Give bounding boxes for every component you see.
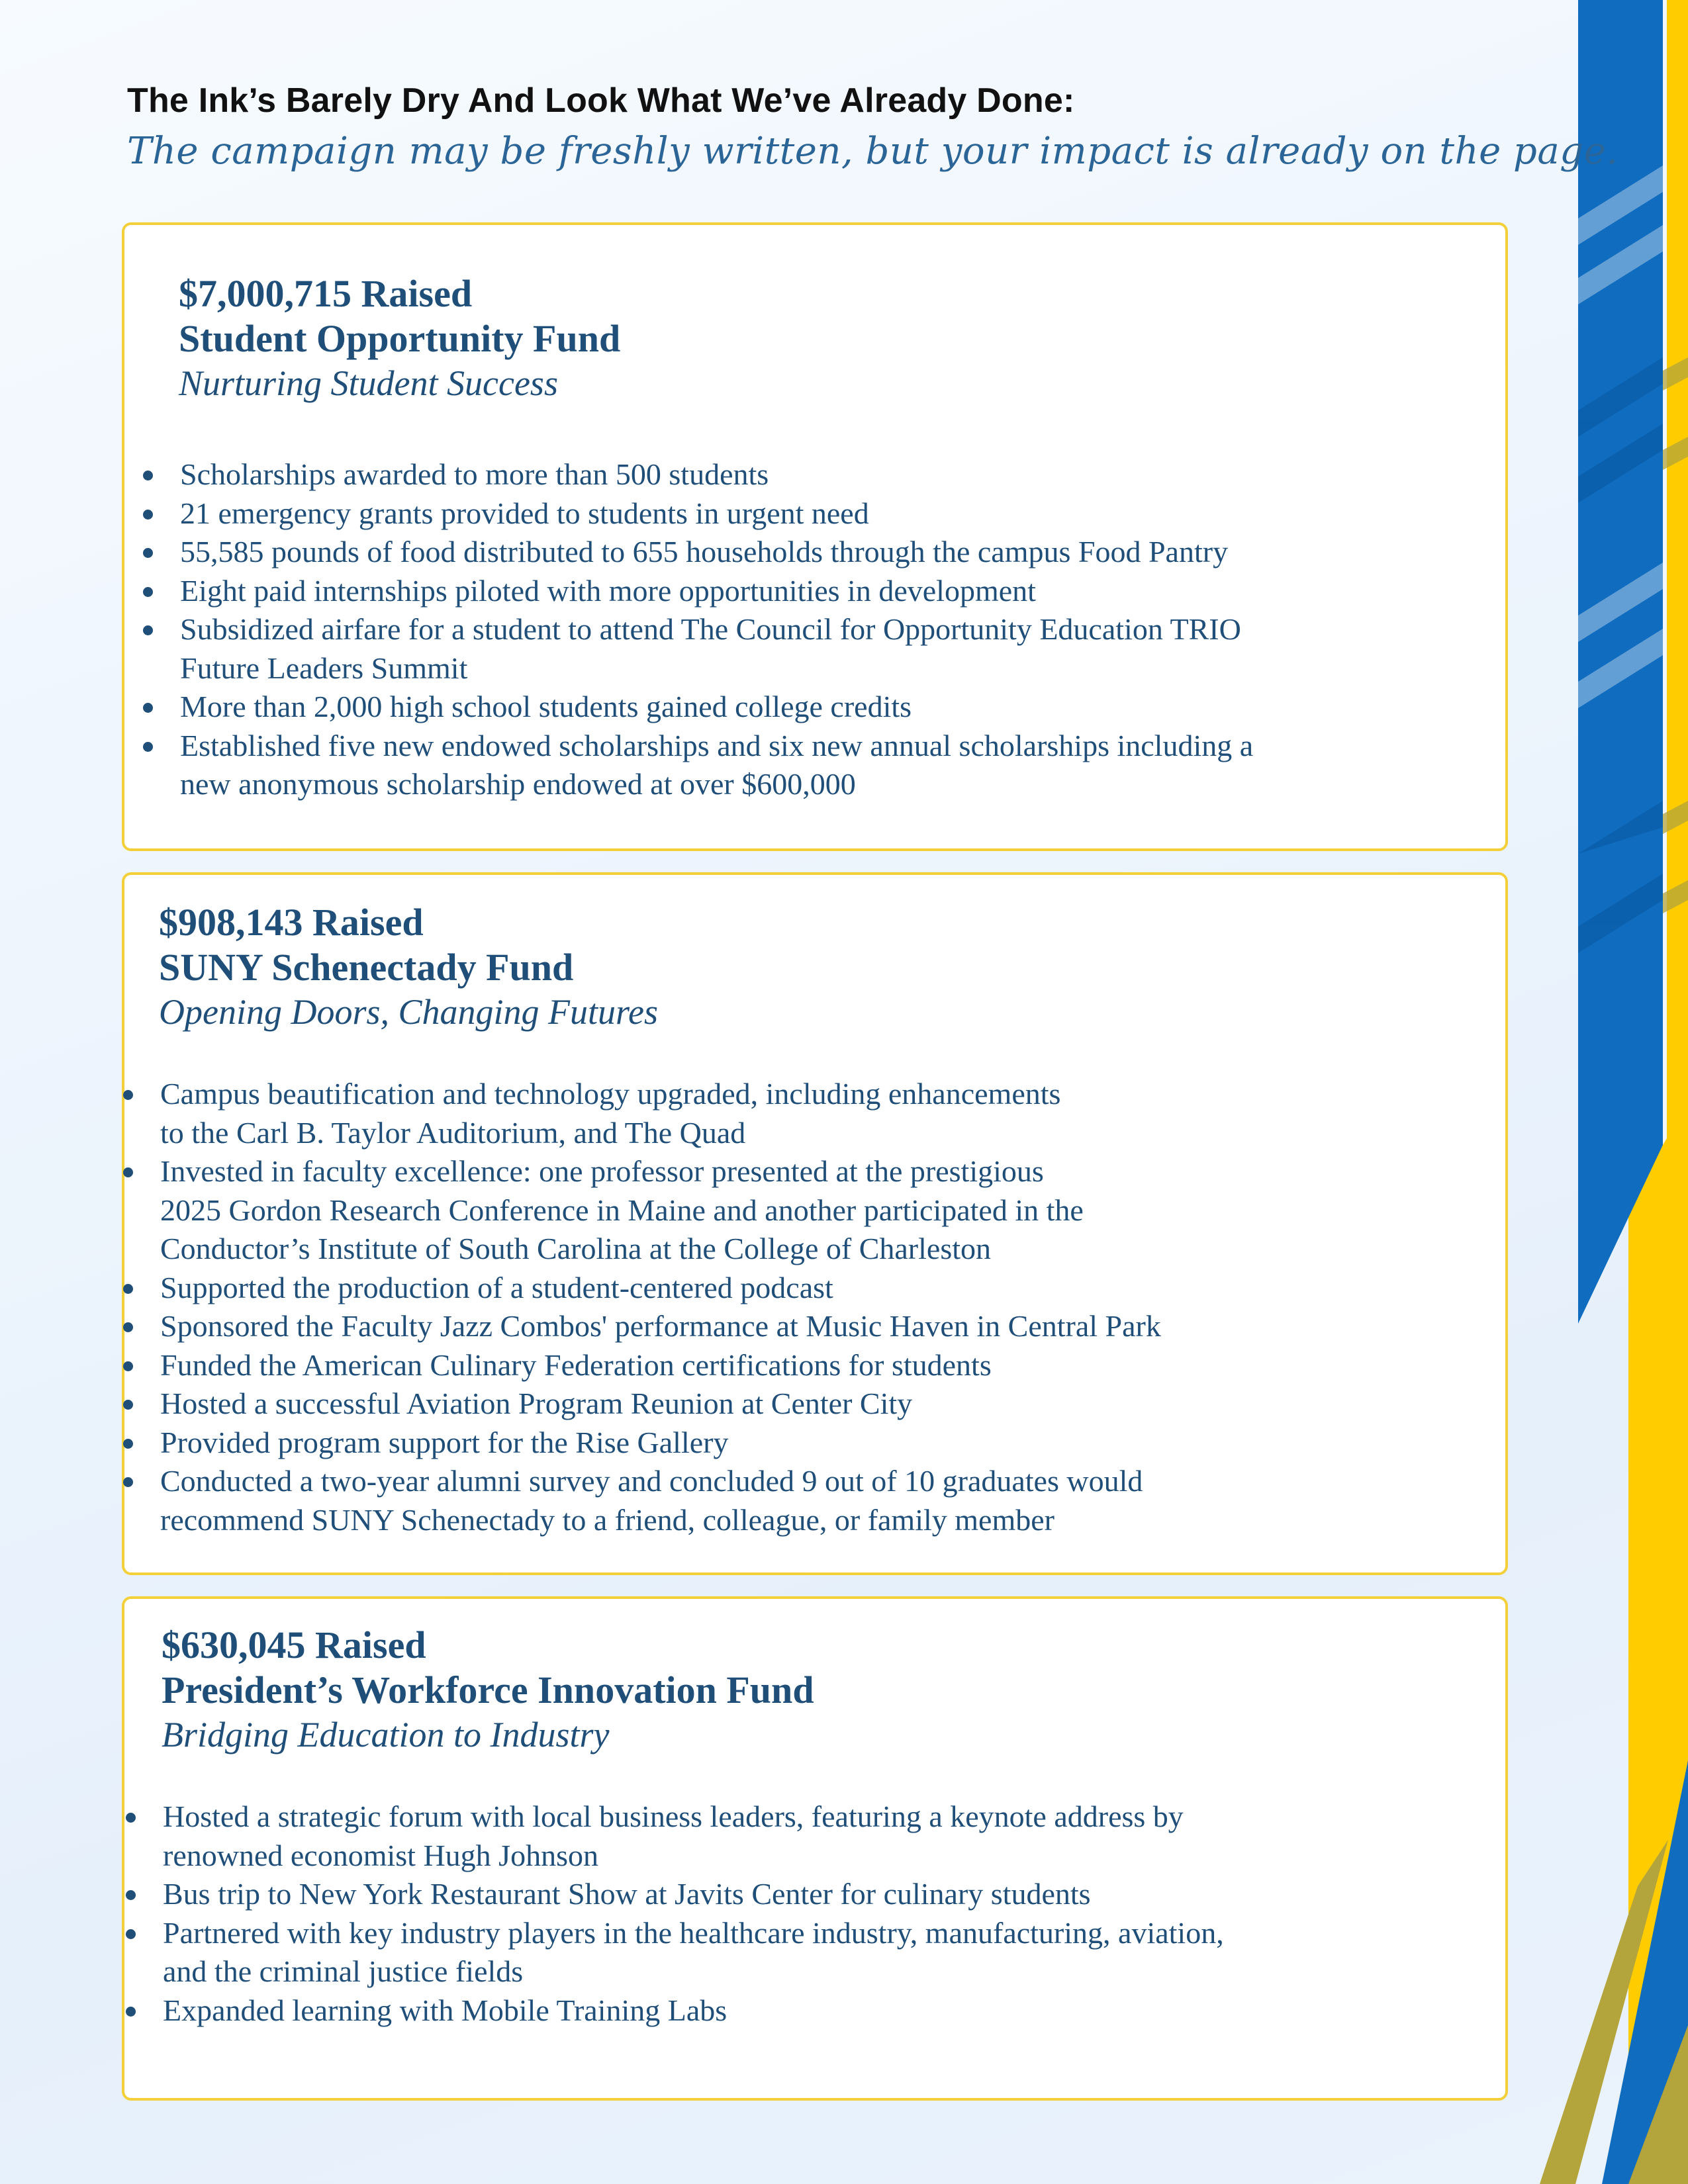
bullet-text: Expanded learning with Mobile Training Labs [163,1993,727,2027]
bullet-text: Invested in faculty excellence: one professor presented at the prestigious 2025 Gordon Research Conference in Maine and another participated in the Conductor’s Institute of South Carolina at the College of Charleston [160,1154,1084,1265]
bullet-icon [143,548,153,558]
list-item [107,1991,1471,2030]
bullet-icon [143,510,153,520]
bullet-icon [123,1322,133,1332]
list-item [105,1269,1468,1308]
fund-tagline: Bridging Education to Industry [162,1715,610,1754]
bullet-text: Funded the American Culinary Federation certifications for students [160,1347,992,1382]
fund-amount: $630,045 Raised [162,1623,426,1666]
bullet-icon [123,1167,133,1177]
bullet-text: Campus beautification and technology upgraded, including enhancements to the Carl B. Taylor Auditorium, and The Quad [160,1077,1061,1150]
fund-bullet-list [105,1075,1468,1539]
fund-card-suny-schenectady [122,872,1508,1575]
list-item [124,494,1488,533]
bullet-icon [123,1090,133,1100]
bullet-text: Supported the production of a student-centered podcast [160,1270,833,1304]
list-item [124,727,1488,804]
fund-tagline: Nurturing Student Success [179,363,558,403]
bullet-text: Conducted a two-year alumni survey and concluded 9 out of 10 graduates would recommend SUNY Schenectady to a friend, colleague, or family member [160,1464,1143,1537]
list-item [124,455,1488,494]
bullet-icon [126,1813,136,1823]
bullet-text: Hosted a successful Aviation Program Reunion at Center City [160,1387,913,1420]
bullet-text: Hosted a strategic forum with local business leaders, featuring a keynote address by renowned economist Hugh Johnson [163,1799,1184,1872]
bullet-icon [123,1284,133,1294]
list-item [105,1385,1468,1424]
bullet-icon [143,703,153,713]
bullet-text: Scholarships awarded to more than 500 students [180,457,769,491]
bullet-icon [123,1361,133,1371]
bullet-icon [126,1890,136,1900]
bullet-text: More than 2,000 high school students gained college credits [180,690,912,723]
fund-tagline: Opening Doors, Changing Futures [159,992,658,1032]
list-item [105,1462,1468,1539]
fund-bullet-list [107,1797,1471,2030]
bullet-text: Partnered with key industry players in the healthcare industry, manufacturing, aviation, and the criminal justice fields [163,1915,1224,1988]
bullet-text: Eight paid internships piloted with more opportunities in development [180,573,1036,608]
bullet-text: Subsidized airfare for a student to attend The Council for Opportunity Education TRIO Future Leaders Summit [180,612,1241,685]
bullet-icon [143,587,153,597]
bullet-icon [123,1439,133,1449]
bullet-icon [126,2007,136,2017]
bullet-icon [143,471,153,480]
bullet-text: 21 emergency grants provided to students in urgent need [180,496,869,530]
list-item [124,610,1488,688]
bullet-icon [143,742,153,752]
bullet-icon [126,1929,136,1939]
list-item [124,572,1488,611]
fund-name: President’s Workforce Innovation Fund [162,1668,814,1711]
list-item [105,1307,1468,1346]
fund-amount: $908,143 Raised [159,901,424,944]
page-title: The Ink’s Barely Dry And Look What We’ve Already Done: [127,81,1075,120]
list-item [105,1424,1468,1463]
bullet-text: Bus trip to New York Restaurant Show at Javits Center for culinary students [163,1877,1091,1911]
fund-card-student-opportunity [122,222,1508,851]
list-item [105,1152,1468,1269]
list-item [107,1914,1471,1991]
list-item [105,1075,1468,1152]
list-item [124,533,1488,572]
fund-card-workforce-innovation [122,1596,1508,2101]
fund-amount: $7,000,715 Raised [179,272,473,315]
list-item [105,1346,1468,1385]
fund-name: Student Opportunity Fund [179,317,621,360]
list-item [124,688,1488,727]
list-item [107,1797,1471,1875]
bullet-text: 55,585 pounds of food distributed to 655 households through the campus Food Pantry [180,535,1229,569]
bullet-text: Sponsored the Faculty Jazz Combos' performance at Music Haven in Central Park [160,1309,1161,1343]
fund-name: SUNY Schenectady Fund [159,946,574,989]
bullet-icon [123,1400,133,1410]
list-item [107,1875,1471,1914]
fund-bullet-list [124,455,1488,804]
page-subtitle: The campaign may be freshly written, but your impact is already on the page. [127,130,1618,173]
bullet-text: Established five new endowed scholarships and six new annual scholarships including a new anonymous scholarship endowed at over $600,000 [180,728,1254,801]
bullet-icon [123,1477,133,1487]
bullet-text: Provided program support for the Rise Gallery [160,1425,729,1459]
bullet-icon [143,625,153,635]
